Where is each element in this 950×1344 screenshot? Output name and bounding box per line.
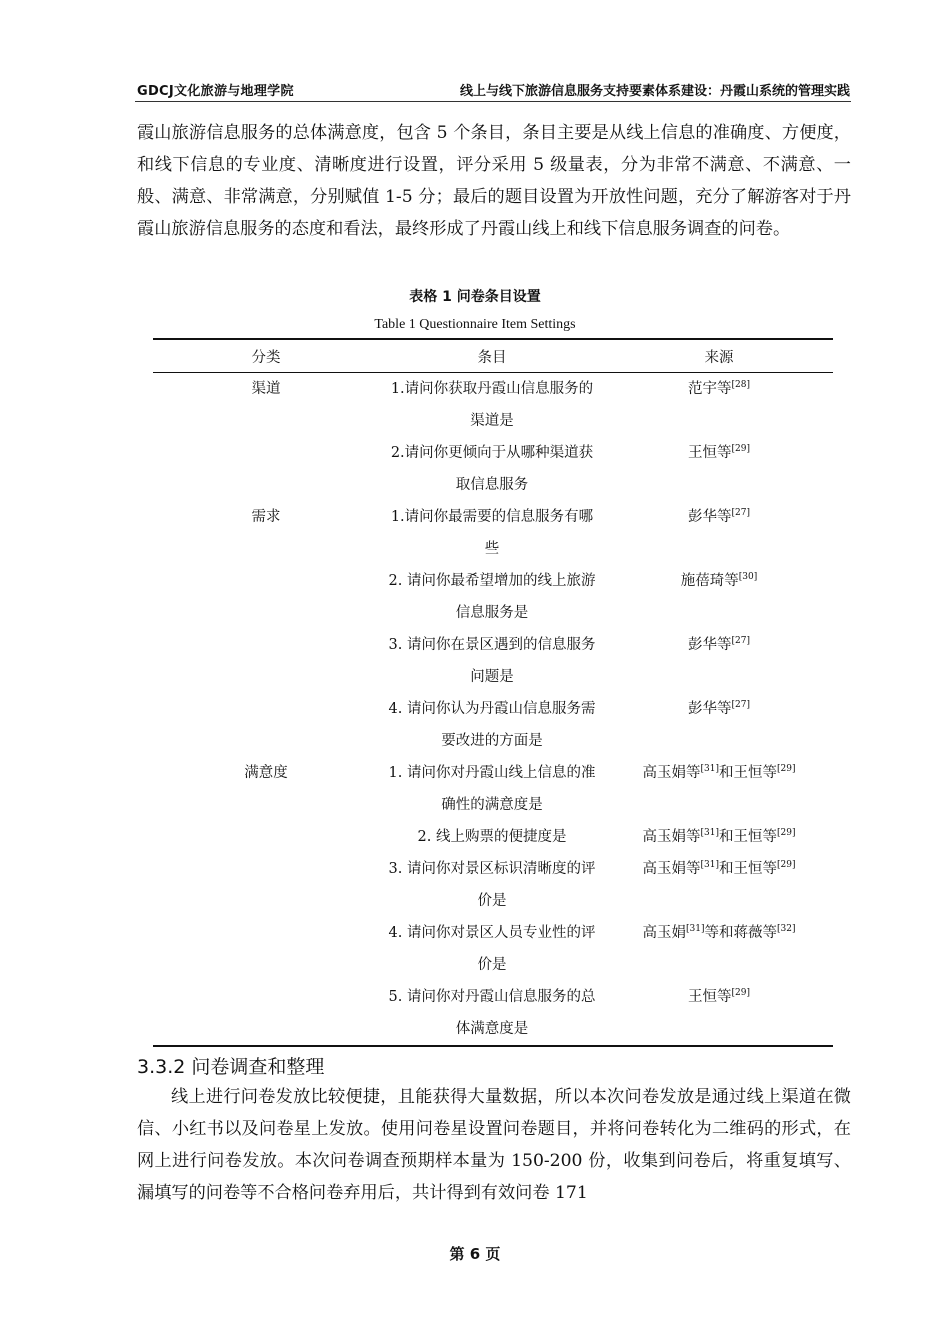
questionnaire-table [153,338,833,1047]
cell-item [379,565,605,629]
item-text: 1. 请问你对丹霞山线上信息的准确性的满意度是 [388,765,596,813]
cell-source [605,821,833,853]
cell-category [153,917,379,981]
item-text: 4. 请问你认为丹霞山信息服务需要改进的方面是 [388,701,596,749]
table-body [153,373,833,1047]
item-text: 3. 请问你对景区标识清晰度的评价是 [388,861,596,909]
citation-ref: [28] [731,380,750,391]
source-author: 彭华等 [688,509,732,525]
cell-category: 渠道 [251,381,281,397]
source-author: 高玉娟等 [642,829,701,845]
citation-ref: [29] [777,764,796,775]
cell-item [379,981,605,1046]
table-row [153,629,833,693]
source-author: 高玉娟等 [642,861,701,877]
cell-source [605,693,833,757]
item-text: 4. 请问你对景区人员专业性的评价是 [388,925,596,973]
table-row [153,693,833,757]
cell-source [605,853,833,917]
table-row [153,373,833,438]
citation-ref: [27] [731,636,750,647]
item-text: 1.请问你获取丹霞山信息服务的渠道是 [390,381,594,429]
cell-source [605,757,833,821]
cell-category: 需求 [251,509,281,525]
source-author: 高玉娟等 [642,765,701,781]
citation-ref: [29] [731,444,750,455]
citation-ref: [32] [777,924,796,935]
table-row [153,853,833,917]
item-text: 1.请问你最需要的信息服务有哪些 [390,509,594,557]
header-source: 来源 [605,339,833,373]
cell-item [379,629,605,693]
cell-category [153,821,379,853]
citation-ref: [31] [700,860,719,871]
cell-item [379,693,605,757]
cell-item [379,821,605,853]
citation-ref: [29] [777,860,796,871]
citation-ref: [30] [738,572,758,583]
cell-item [379,917,605,981]
cell-item [379,501,605,565]
citation-ref: [27] [731,508,750,519]
cell-category [153,565,379,629]
source-author: 高玉娟 [642,925,687,941]
source-author: 彭华等 [688,701,732,717]
item-text: 2. 线上购票的便捷度是 [417,829,567,845]
header-item: 条目 [379,339,605,373]
cell-item [379,373,605,438]
cell-source [605,373,833,438]
source-author: 王恒等 [688,445,732,461]
table-row [153,981,833,1046]
header-category: 分类 [153,339,379,373]
table-row [153,437,833,501]
citation-ref: [27] [731,700,750,711]
citation-ref: [31] [700,828,719,839]
cell-source [605,629,833,693]
source-author: 和王恒等 [719,861,777,877]
running-header-left: GDCJ文化旅游与地理学院 [137,84,294,99]
table-caption-cn: 表格 1 问卷条目设置 [409,289,541,305]
table-caption-en: Table 1 Questionnaire Item Settings [374,317,576,332]
cell-source [605,501,833,565]
source-author: 和王恒等 [719,765,777,781]
item-text: 2.请问你更倾向于从哪种渠道获取信息服务 [390,445,594,493]
cell-source [605,437,833,501]
running-header-right: 线上与线下旅游信息服务支持要素体系建设：丹霞山系统的管理实践 [459,84,850,99]
cell-item [379,853,605,917]
source-author: 施蓓琦等 [680,573,739,589]
table-header-row [153,339,833,373]
cell-category [153,693,379,757]
table-row [153,821,833,853]
table-row [153,501,833,565]
cell-source [605,565,833,629]
cell-category: 满意度 [244,765,288,781]
table-row [153,917,833,981]
table-row [153,565,833,629]
cell-source [605,981,833,1046]
source-author: 等和蒋薇等 [704,925,777,941]
cell-source [605,917,833,981]
page-number: 第 6 页 [449,1245,501,1263]
table-row [153,757,833,821]
source-author: 和王恒等 [719,829,777,845]
citation-ref: [31] [700,764,719,775]
cell-item [379,437,605,501]
item-text: 5. 请问你对丹霞山信息服务的总体满意度是 [388,989,596,1037]
cell-category [153,981,379,1046]
item-text: 3. 请问你在景区遇到的信息服务问题是 [388,637,596,685]
item-text: 2. 请问你最希望增加的线上旅游信息服务是 [388,573,596,621]
citation-ref: [29] [731,988,750,999]
citation-ref: [31] [686,924,705,935]
intro-paragraph: 霞山旅游信息服务的总体满意度，包含 5 个条目，条目主要是从线上信息的准确度、方便度，和线下信息的专业度、清晰度进行设置，评分采用 5 级量表，分为非常不满意、不满意、一般、满意、非常满意，分别赋值 1-5 分；最后的题目设置为开放性问题，充分了解游客对于丹霞山旅游信息服务的态度和看法，最终形成了丹霞山线上和线下信息服务调查的问卷。 [137,123,851,239]
cell-category [153,437,379,501]
cell-category [153,853,379,917]
source-author: 范宇等 [688,381,732,397]
citation-ref: [29] [777,828,796,839]
source-author: 彭华等 [688,637,732,653]
cell-category [153,629,379,693]
header-divider [135,101,851,102]
cell-item [379,757,605,821]
source-author: 王恒等 [688,989,732,1005]
body-paragraph: 线上进行问卷发放比较便捷，且能获得大量数据，所以本次问卷发放是通过线上渠道在微信、小红书以及问卷星上发放。使用问卷星设置问卷题目，并将问卷转化为二维码的形式，在网上进行问卷发放。本次问卷调查预期样本量为 150-200 份，收集到问卷后，将重复填写、漏填写的问卷等不合格问卷弃用后，共计得到有效问卷 171 [137,1087,851,1203]
section-heading: 3.3.2 问卷调查和整理 [137,1056,325,1078]
